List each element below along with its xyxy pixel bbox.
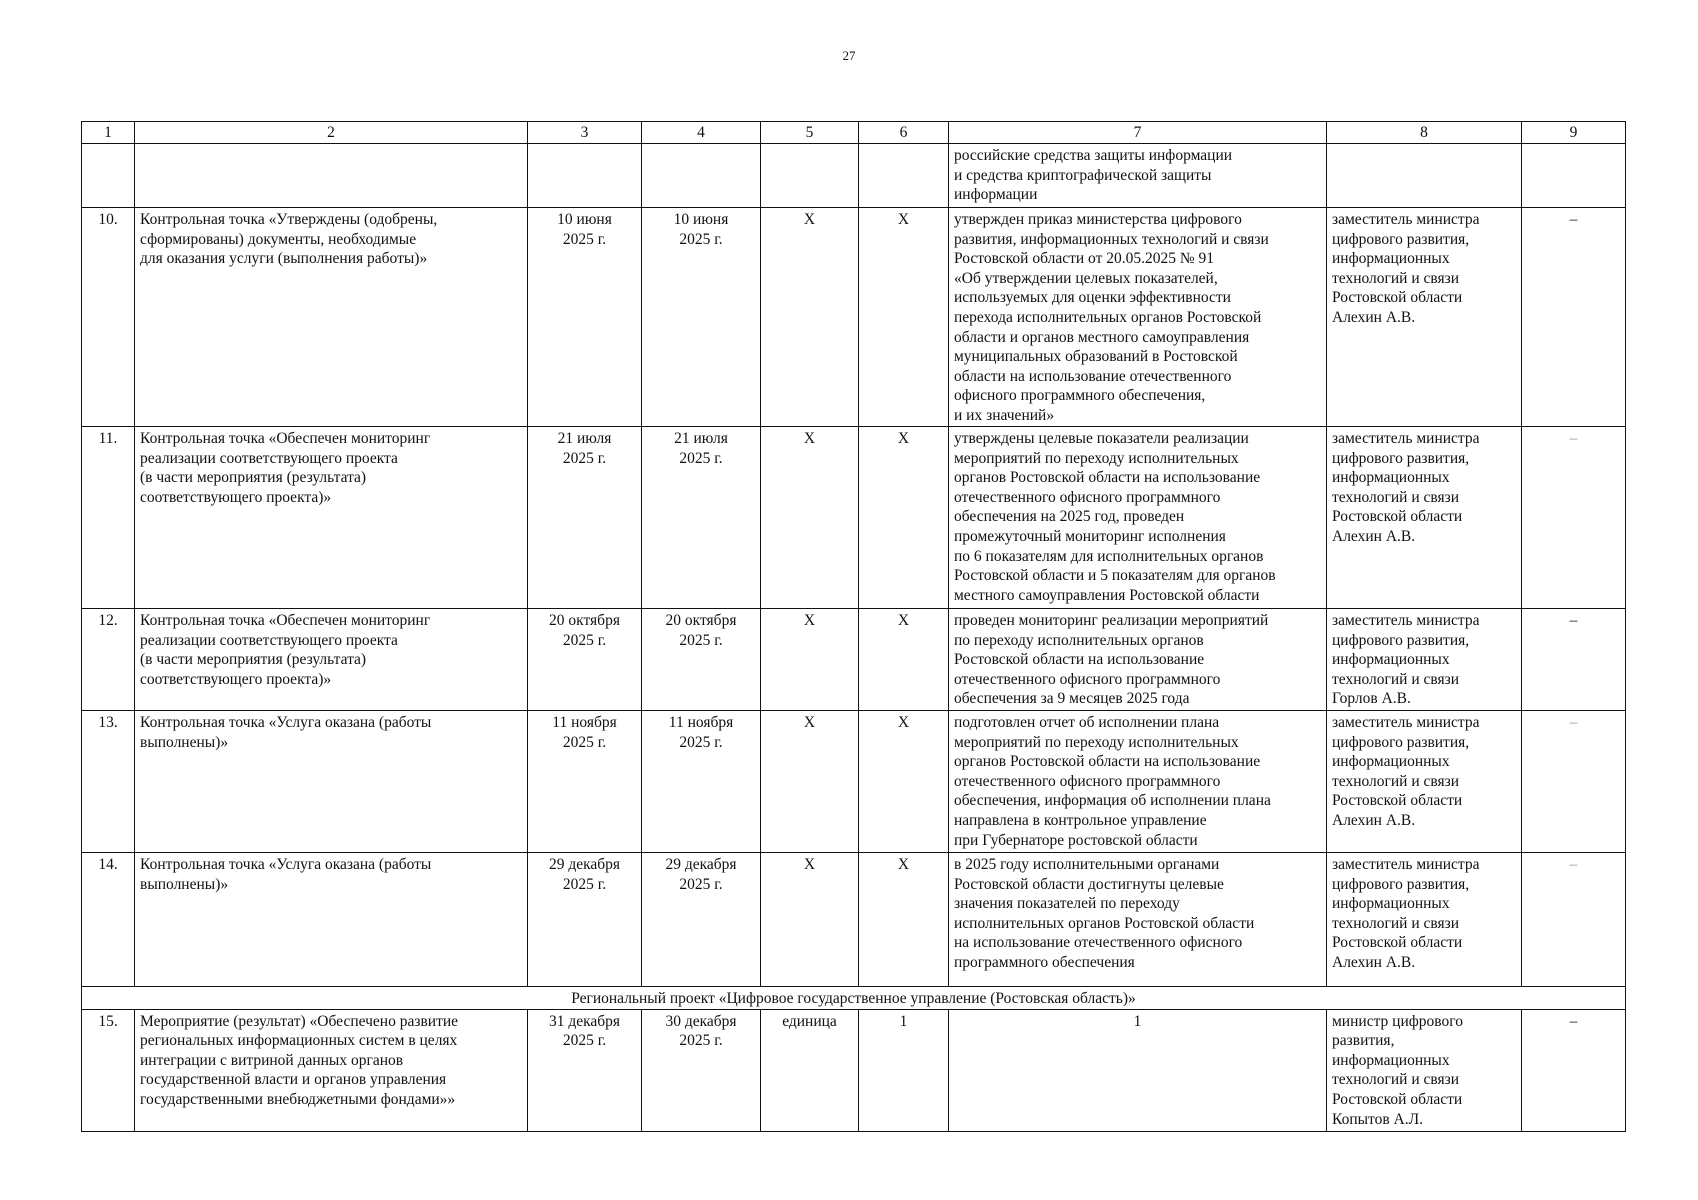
plan-date-cell: 31 декабря 2025 г.	[528, 1009, 642, 1131]
empty-cell	[135, 144, 528, 208]
empty-cell	[859, 144, 949, 208]
column-header: 5	[761, 122, 859, 144]
empty-cell	[642, 144, 761, 208]
plan-value-cell: Х	[859, 427, 949, 609]
row-number-cell: 11.	[82, 427, 135, 609]
result-cell: утверждены целевые показатели реализации мероприятий по переходу исполнительных органов Ростовской области на использование отечественного офисного программного обеспечения на 2025 год, проведен промежуточный мониторинг исполнения по 6 показателям для исполнительных органов Ростовской области и 5 показателям для органов местного самоуправления Ростовской области	[949, 427, 1327, 609]
empty-cell	[1327, 144, 1522, 208]
column-header: 8	[1327, 122, 1522, 144]
note-cell: –	[1522, 853, 1626, 987]
name-cell: Контрольная точка «Обеспечен мониторинг реализации соответствующего проекта (в части мероприятия (результата) соответствующего проекта)»	[135, 427, 528, 609]
result-cell: подготовлен отчет об исполнении плана мероприятий по переходу исполнительных органов Ростовской области на использование отечественного офисного программного обеспечения, информация об исполнении плана направлена в контрольное управление при Губернаторе ростовской области	[949, 711, 1327, 853]
page-number: 27	[842, 48, 856, 63]
plan-date-cell: 10 июня 2025 г.	[528, 208, 642, 427]
column-header: 3	[528, 122, 642, 144]
plan-date-cell: 29 декабря 2025 г.	[528, 853, 642, 987]
column-header: 2	[135, 122, 528, 144]
plan-date-cell: 11 ноября 2025 г.	[528, 711, 642, 853]
note-cell: –	[1522, 711, 1626, 853]
responsible-cell: заместитель министра цифрового развития, информационных технологий и связи Ростовской области Алехин А.В.	[1327, 427, 1522, 609]
row-number-cell: 14.	[82, 853, 135, 987]
row-number-cell: 13.	[82, 711, 135, 853]
unit-cell: Х	[761, 427, 859, 609]
column-header: 4	[642, 122, 761, 144]
table-row	[82, 208, 1626, 427]
name-cell: Мероприятие (результат) «Обеспечено развитие региональных информационных систем в целях интеграции с витриной данных органов государственной власти и органов управления государственными внебюджетными фондами»»	[135, 1009, 528, 1131]
report-table	[81, 121, 1626, 1132]
plan-value-cell: Х	[859, 208, 949, 427]
result-cell: 1	[949, 1009, 1327, 1131]
name-cell: Контрольная точка «Утверждены (одобрены, сформированы) документы, необходимые для оказания услуги (выполнения работы)»	[135, 208, 528, 427]
table-row	[82, 711, 1626, 853]
responsible-cell: заместитель министра цифрового развития, информационных технологий и связи Горлов А.В.	[1327, 609, 1522, 711]
responsible-cell: заместитель министра цифрового развития, информационных технологий и связи Ростовской области Алехин А.В.	[1327, 711, 1522, 853]
note-cell: –	[1522, 427, 1626, 609]
fact-date-cell: 30 декабря 2025 г.	[642, 1009, 761, 1131]
row-number-cell: 10.	[82, 208, 135, 427]
column-header: 1	[82, 122, 135, 144]
responsible-cell: заместитель министра цифрового развития, информационных технологий и связи Ростовской области Алехин А.В.	[1327, 208, 1522, 427]
table-row	[82, 1009, 1626, 1131]
plan-value-cell: 1	[859, 1009, 949, 1131]
name-cell: Контрольная точка «Услуга оказана (работы выполнены)»	[135, 711, 528, 853]
row-number-cell: 15.	[82, 1009, 135, 1131]
result-cell: утвержден приказ министерства цифрового развития, информационных технологий и связи Ростовской области от 20.05.2025 № 91 «Об утверждении целевых показателей, используемых для оценки эффективности перехода исполнительных органов Ростовской области и органов местного самоуправления муниципальных образований в Ростовской области на использование отечественного офисного программного обеспечения, и их значений»	[949, 208, 1327, 427]
note-cell: –	[1522, 1009, 1626, 1131]
table-row	[82, 609, 1626, 711]
fact-date-cell: 29 декабря 2025 г.	[642, 853, 761, 987]
column-header: 6	[859, 122, 949, 144]
plan-date-cell: 21 июля 2025 г.	[528, 427, 642, 609]
plan-value-cell: Х	[859, 609, 949, 711]
responsible-cell: министр цифрового развития, информационных технологий и связи Ростовской области Копытов А.Л.	[1327, 1009, 1522, 1131]
result-cell: проведен мониторинг реализации мероприятий по переходу исполнительных органов Ростовской области на использование отечественного офисного программного обеспечения за 9 месяцев 2025 года	[949, 609, 1327, 711]
unit-cell: единица	[761, 1009, 859, 1131]
column-number-header-row	[82, 122, 1626, 144]
plan-date-cell: 20 октября 2025 г.	[528, 609, 642, 711]
unit-cell: Х	[761, 711, 859, 853]
section-row	[82, 987, 1626, 1010]
unit-cell: Х	[761, 208, 859, 427]
plan-value-cell: Х	[859, 853, 949, 987]
column-header: 9	[1522, 122, 1626, 144]
row-number-cell: 12.	[82, 609, 135, 711]
section-title: Региональный проект «Цифровое государственное управление (Ростовская область)»	[82, 987, 1626, 1010]
fact-date-cell: 20 октября 2025 г.	[642, 609, 761, 711]
empty-cell	[1522, 144, 1626, 208]
unit-cell: Х	[761, 609, 859, 711]
result-cell: в 2025 году исполнительными органами Ростовской области достигнуты целевые значения показателей по переходу исполнительных органов Ростовской области на использование отечественного офисного программного обеспечения	[949, 853, 1327, 987]
empty-cell	[82, 144, 135, 208]
empty-cell	[528, 144, 642, 208]
name-cell: Контрольная точка «Обеспечен мониторинг реализации соответствующего проекта (в части мероприятия (результата) соответствующего проекта)»	[135, 609, 528, 711]
note-cell: –	[1522, 208, 1626, 427]
fact-date-cell: 21 июля 2025 г.	[642, 427, 761, 609]
continuation-row	[82, 144, 1626, 208]
name-cell: Контрольная точка «Услуга оказана (работы выполнены)»	[135, 853, 528, 987]
empty-cell	[761, 144, 859, 208]
plan-value-cell: Х	[859, 711, 949, 853]
table-row	[82, 853, 1626, 987]
unit-cell: Х	[761, 853, 859, 987]
result-cell: российские средства защиты информации и средства криптографической защиты информации	[949, 144, 1327, 208]
fact-date-cell: 10 июня 2025 г.	[642, 208, 761, 427]
table-row	[82, 427, 1626, 609]
note-cell: –	[1522, 609, 1626, 711]
column-header: 7	[949, 122, 1327, 144]
responsible-cell: заместитель министра цифрового развития, информационных технологий и связи Ростовской области Алехин А.В.	[1327, 853, 1522, 987]
fact-date-cell: 11 ноября 2025 г.	[642, 711, 761, 853]
